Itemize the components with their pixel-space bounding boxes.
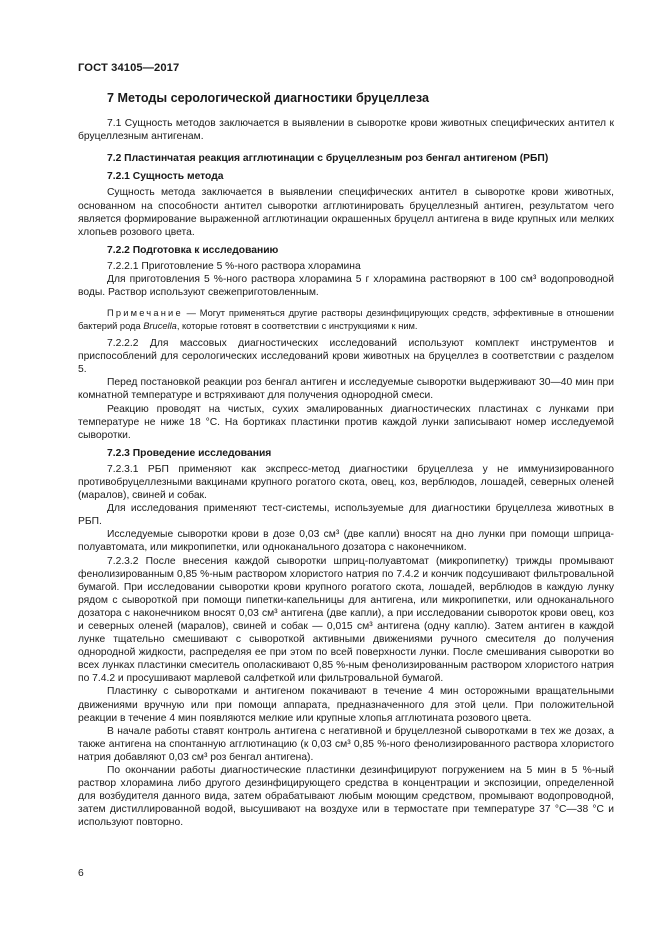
note-text-end: , которые готовят в соответствии с инструкциями к ним.	[176, 320, 418, 331]
note-label: Примечание	[107, 308, 183, 319]
page-number: 6	[78, 868, 84, 879]
paragraph-7-2-3-2-d: По окончании работы диагностические пластинки дезинфицируют погружением на 5 мин в 5 %-ный раствор хлорамина либо другого дезинфицирующего средства в концентрации и экспозиции, определенной для возбудителя данного вида, затем обрабатывают любым моющим средством, промывают водопроводной, затем дистиллированной водой, высушивают на воздухе или в термостате при температуре 37 °С—38 °С и используют повторно.	[78, 765, 614, 829]
paragraph-7-2-3-2-c: В начале работы ставят контроль антигена с негативной и бруцеллезной сыворотками в тех же дозах, а также антигена на спонтанную агглютинацию (к 0,03 см³ 0,85 %-ного фенолизированного раствора хлористого натрия добавляют 0,03 см³ роз бенгал антигена).	[78, 725, 614, 763]
section-7-heading: 7 Методы серологической диагностики бруцеллеза	[107, 91, 429, 105]
paragraph-7-2-2-2-c: Реакцию проводят на чистых, сухих эмалированных диагностических пластинах с лунками при температуре не ниже 18 °С. На бортиках пластинки против каждой лунки записывают номер исследуемой сыворотки.	[78, 403, 614, 441]
paragraph-7-2-2-2-a: 7.2.2.2 Для массовых диагностических исследований используют комплект инструментов и приспособлений для серологических исследований крови животных на бруцеллез в соответствии с разделом 5.	[78, 338, 614, 376]
paragraph-7-2-3-1-b: Для исследования применяют тест-системы, используемые для диагностики бруцеллеза животных в РБП.	[78, 503, 614, 528]
note-paragraph	[78, 307, 614, 332]
section-7-2-1-heading: 7.2.1 Сущность метода	[107, 171, 224, 183]
paragraph-7-2-2-1-title: 7.2.2.1 Приготовление 5 %-ного раствора хлорамина	[107, 260, 361, 272]
paragraph-7-2-3-2-a: 7.2.3.2 После внесения каждой сыворотки шприц-полуавтомат (микропипетку) трижды промывают фенолизированным 0,85 %-ным раствором хлористого натрия по 7.4.2 и кончик подсушивают фильтровальной бумагой. При исследовании сыворотки крови крупного рогатого скота, лошадей, верблюдов в каждую лунку рядом с сывороткой при помощи пипетки-капельницы для антигена, или микропипетки, или одноканального дозатора с наконечником вносят 0,03 см³ антигена (две капли), а при исследовании сывороток крови овец, коз и северных оленей (маралов), свиней и собак — 0,015 см³ антигена (одну каплю). Затем антиген в каждой лунке тщательно смешивают с сывороткой активными движениями ручного смесителя до получения однородной жидкости, распределяя ее при этом по всей поверхности лунки. После смешивания сыворотки во всех лунках пластинки смеситель ополаскивают 0,85 %-ным фенолизированным раствором хлористого натрия по 7.4.2 и просушивают марлевой салфеткой или фильтровальной бумагой.	[78, 555, 614, 685]
paragraph-7-2-2-2-b: Перед постановкой реакции роз бенгал антиген и исследуемые сыворотки выдерживают 30—40 мин при комнатной температуре и встряхивают для получения однородной смеси.	[78, 377, 614, 402]
note-text-start: — Могут применяться другие растворы дезинфицирующих средств, эффективные в отношении бактерий рода	[78, 308, 614, 331]
paragraph-7-2-3-1-c: Исследуемые сыворотки крови в дозе 0,03 см³ (две капли) вносят на дно лунки при помощи шприца-полуавтомата, или микропипетки, или одноканального дозатора с наконечником.	[78, 529, 614, 554]
paragraph-7-1: 7.1 Сущность методов заключается в выявлении в сыворотке крови животных специфических антител к бруцеллезным антигенам.	[78, 118, 614, 143]
paragraph-7-2-3-1-a: 7.2.3.1 РБП применяют как экспресс-метод диагностики бруцеллеза у не иммунизированного противобруцеллезными вакцинами крупного рогатого скота, овец, коз, верблюдов, лошадей, северных оленей (маралов), свиней и собак.	[78, 463, 614, 502]
section-7-2-3-heading: 7.2.3 Проведение исследования	[107, 447, 272, 459]
paragraph-7-2-2-1: Для приготовления 5 %-ного раствора хлорамина 5 г хлорамина растворяют в 100 см³ водопроводной воды. Раствор используют свежеприготовленным.	[78, 274, 614, 299]
note-genus-name: Brucella	[143, 320, 177, 331]
document-body	[78, 92, 614, 830]
section-7-2-heading: 7.2 Пластинчатая реакция агглютинации с бруцеллезным роз бенгал антигеном (РБП)	[107, 153, 549, 165]
paragraph-7-2-3-2-b: Пластинку с сыворотками и антигеном покачивают в течение 4 мин осторожными вращательными движениями вручную или при помощи аппарата, предназначенного для этой цели. При положительной реакции в течение 4 мин появляются мелкие или крупные хлопья агглютината розового цвета.	[78, 686, 614, 724]
document-code-header: ГОСТ 34105—2017	[78, 62, 180, 74]
paragraph-7-2-1: Сущность метода заключается в выявлении специфических антител в сыворотке крови животных, основанном на способности антител сыворотки агглютинировать бруцеллезный антиген, результатом чего является формирование выраженной агглютинации окрашенных бруцелл антигена в виде крупных или мелких хлопьев розового цвета.	[78, 187, 614, 238]
section-7-2-2-heading: 7.2.2 Подготовка к исследованию	[107, 244, 279, 256]
